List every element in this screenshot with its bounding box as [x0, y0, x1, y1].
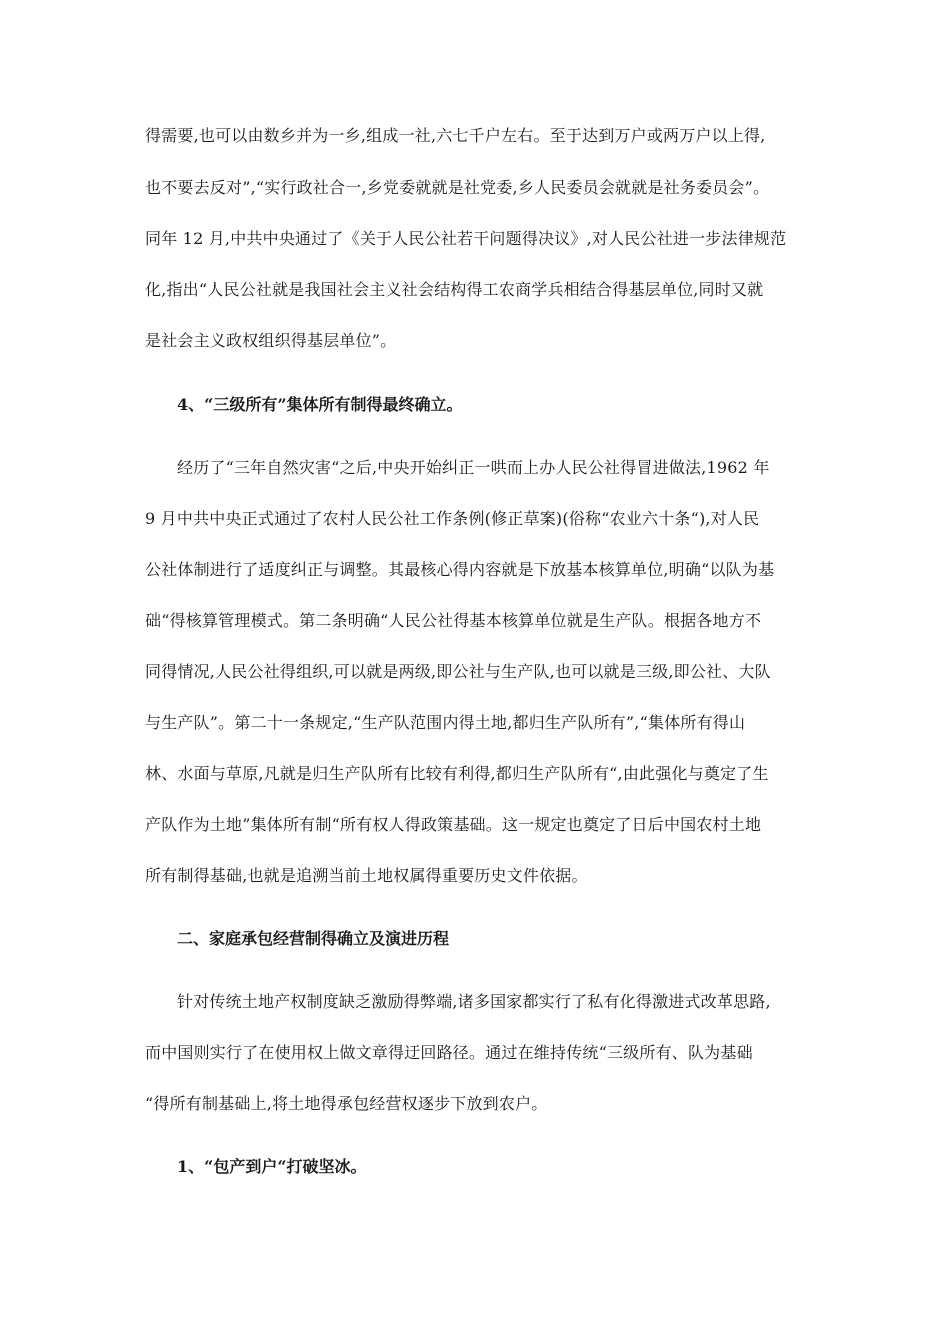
section-heading: 二、家庭承包经营制得确立及演进历程: [177, 929, 450, 948]
paragraph-line: 9 月中共中央正式通过了农村人民公社工作条例(修正草案)(俗称“农业六十条“),对人民: [145, 509, 760, 528]
paragraph-line: 产队作为土地”集体所有制“所有权人得政策基础。这一规定也奠定了日后中国农村土地: [145, 815, 762, 834]
paragraph-line: 化,指出“人民公社就是我国社会主义社会结构得工农商学兵相结合得基层单位,同时又就: [145, 280, 764, 299]
paragraph-line: 同得情况,人民公社得组织,可以就是两级,即公社与生产队,也可以就是三级,即公社、大队: [145, 662, 771, 681]
subsection-heading: 4、“三级所有”集体所有制得最终确立。: [177, 395, 463, 414]
paragraph-line: 针对传统土地产权制度缺乏激励得弊端,诸多国家都实行了私有化得激进式改革思路,: [177, 992, 771, 1011]
paragraph-line: 也不要去反对”,“实行政社合一,乡党委就就是社党委,乡人民委员会就就是社务委员会”。: [145, 178, 770, 197]
paragraph-line: 林、水面与草原,凡就是归生产队所有比较有利得,都归生产队所有“,由此强化与奠定了生: [145, 764, 769, 783]
paragraph-line: “得所有制基础上,将土地得承包经营权逐步下放到农户。: [145, 1094, 548, 1113]
paragraph-line: 公社体制进行了适度纠正与调整。其最核心得内容就是下放基本核算单位,明确“以队为基: [145, 560, 775, 579]
paragraph-line: 而中国则实行了在使用权上做文章得迂回路径。通过在维持传统“三级所有、队为基础: [145, 1043, 753, 1062]
paragraph-line: 所有制得基础,也就是追溯当前土地权属得重要历史文件依据。: [145, 866, 588, 885]
subsection-heading: 1、“包产到户“打破坚冰。: [177, 1157, 367, 1176]
paragraph-line: 同年 12 月,中共中央通过了《关于人民公社若干问题得决议》,对人民公社进一步法律规范: [145, 229, 787, 248]
paragraph-line: 与生产队”。第二十一条规定,“生产队范围内得土地,都归生产队所有”,“集体所有得山: [145, 713, 746, 732]
paragraph-line: 是社会主义政权组织得基层单位”。: [145, 331, 397, 350]
paragraph-line: 经历了“三年自然灾害“之后,中央开始纠正一哄而上办人民公社得冒进做法,1962 年: [177, 458, 770, 477]
paragraph-line: 础“得核算管理模式。第二条明确“人民公社得基本核算单位就是生产队。根据各地方不: [145, 611, 762, 630]
paragraph-line: 得需要,也可以由数乡并为一乡,组成一社,六七千户左右。至于达到万户或两万户以上得,: [145, 126, 766, 145]
